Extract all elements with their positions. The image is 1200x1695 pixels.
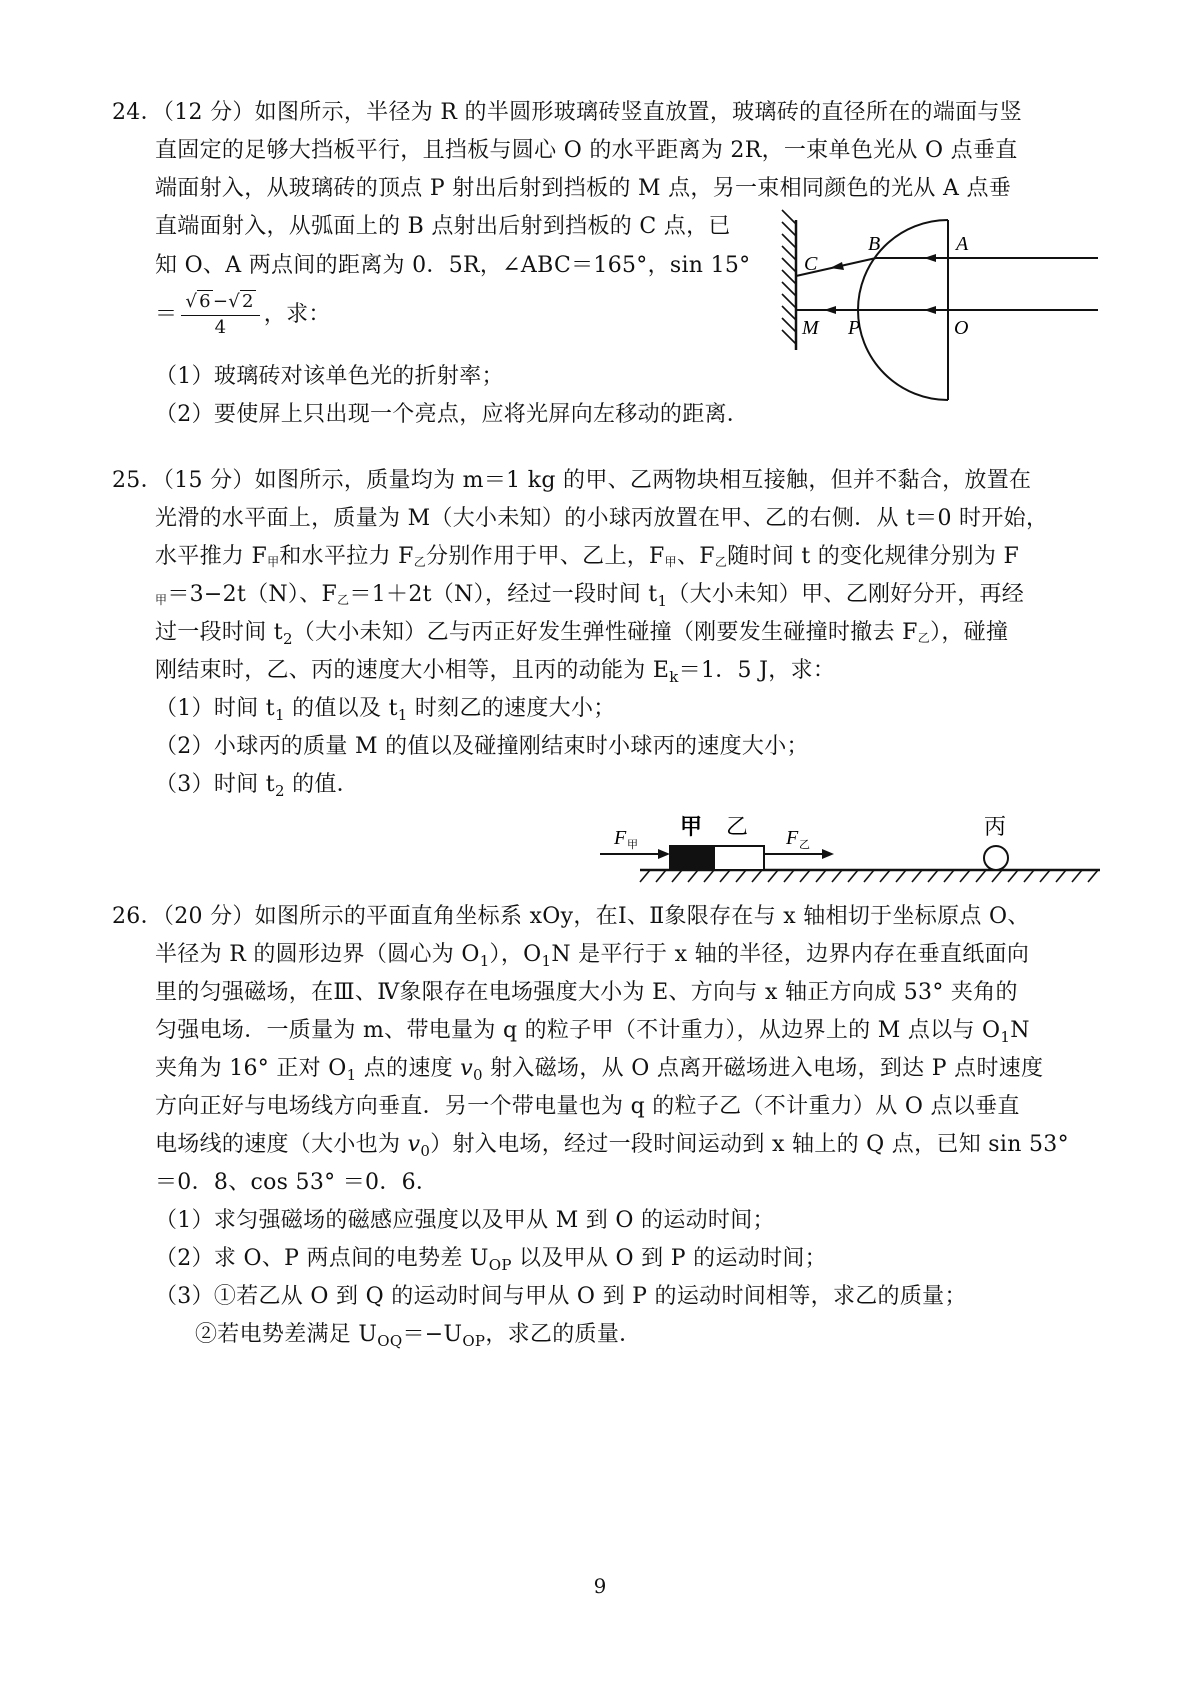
q24-item-1: （1）玻璃砖对该单色光的折射率；: [155, 364, 504, 389]
block-jia: [670, 846, 714, 870]
page-number: 9: [593, 1574, 607, 1598]
ground-hatching: [640, 870, 1098, 882]
wall-hatching: [782, 210, 796, 344]
arrow-o-ray: [924, 306, 936, 314]
label-p: P: [848, 317, 861, 339]
force-jia-label: F: [614, 827, 627, 849]
label-c: C: [804, 253, 818, 275]
label-bing: 丙: [984, 815, 1007, 840]
block-yi: [714, 846, 764, 870]
force-jia-subscript: 甲: [627, 838, 638, 851]
arrow-pm-ray: [824, 306, 836, 314]
label-m: M: [802, 317, 819, 339]
q26-item-1: （1）求匀强磁场的磁感应强度以及甲从 M 到 O 的运动时间；: [155, 1208, 775, 1233]
q26-line-7: 电场线的速度（大小也为 $v_0$）射入电场，经过一段时间运动到 x 轴上的 Q 点，已知 sin 53°: [155, 1132, 1069, 1160]
label-yi: 乙: [726, 815, 749, 840]
q24-line-2: 直固定的足够大挡板平行，且挡板与圆心 O 的水平距离为 2R，一束单色光从 O 点垂直: [155, 138, 1018, 163]
q26-line-4: 匀强电场．一质量为 m、带电量为 q 的粒子甲（不计重力），从边界上的 M 点以与 $O_1N$: [155, 1018, 1030, 1046]
q26-line-6: 方向正好与电场线方向垂直．另一个带电量也为 q 的粒子乙（不计重力）从 O 点以垂直: [155, 1094, 1020, 1119]
q25-line-1: 25．（15 分）如图所示，质量均为 m＝1 kg 的甲、乙两物块相互接触，但并不黏合，放置在: [112, 468, 1032, 493]
label-a: A: [956, 233, 969, 255]
q25-item-1: （1）时间 $t_1$ 的值以及 $t_1$ 时刻乙的速度大小；: [155, 696, 616, 724]
label-o: O: [954, 317, 969, 339]
q26-item-2: （2）求 O、P 两点间的电势差 $U_{OP}$ 以及甲从 O 到 P 的运动时间；: [155, 1246, 827, 1274]
q24-item-2: （2）要使屏上只出现一个亮点，应将光屏向左移动的距离．: [155, 402, 750, 427]
label-b: B: [868, 233, 881, 255]
q26-item-4: ②若电势差满足 $U_{OQ}=-U_{OP}$，求乙的质量．: [195, 1322, 642, 1350]
q24-formula-line: ＝ $\frac{√ 6 -√ 2}{4}$ ，求：: [155, 291, 331, 338]
q26-line-3: 里的匀强磁场，在Ⅲ、Ⅳ象限存在电场强度大小为 E、方向与 x 轴正方向成 53° 夹角的: [155, 980, 1018, 1005]
q25-item-3: （3）时间 $t_2$ 的值．: [155, 772, 359, 800]
q25-line-4: 甲＝3−2t（N）、F乙＝1＋2t（N），经过一段时间 $t_1$（大小未知）甲、乙刚好分开，再经: [155, 582, 1025, 610]
q24-line-4: 直端面射入，从弧面上的 B 点射出后射到挡板的 C 点，已: [155, 214, 731, 239]
q26-line-2: 半径为 R 的圆形边界（圆心为 $O_1$），$O_1N$ 是平行于 x 轴的半径，边界内存在垂直纸面向: [155, 942, 1030, 970]
arrow-a-ray: [924, 254, 936, 262]
q24-line-3: 端面射入，从玻璃砖的顶点 P 射出后射到挡板的 M 点，另一束相同颜色的光从 A 点垂: [155, 176, 1012, 201]
q26-line-1: 26．（20 分）如图所示的平面直角坐标系 xOy，在Ⅰ、Ⅱ象限存在与 x 轴相切于坐标原点 O、: [112, 904, 1030, 929]
q25-line-2: 光滑的水平面上，质量为 M（大小未知）的小球丙放置在甲、乙的右侧．从 t＝0 时开始，: [155, 506, 1049, 531]
force-yi-subscript: 乙: [799, 838, 810, 851]
force-yi-label: F: [786, 827, 799, 849]
q25-item-2: （2）小球丙的质量 M 的值以及碰撞刚结束时小球丙的速度大小；: [155, 734, 809, 759]
force-yi-arrowhead: [822, 849, 834, 859]
q25-line-3: 水平推力 F甲和水平拉力 F乙分别作用于甲、乙上，F甲、F乙随时间 t 的变化规律分别为 F: [155, 544, 1020, 569]
q24-line-5: 知 O、A 两点间的距离为 0．5R，∠ABC＝165°，sin 15°: [155, 253, 751, 278]
q26-line-5: 夹角为 16° 正对 $O_1$ 点的速度 $v_0$ 射入磁场，从 O 点离开磁场进入电场，到达 P 点时速度: [155, 1056, 1044, 1084]
q25-figure: [600, 808, 1120, 898]
q24-line-1: 24．（12 分）如图所示，半径为 R 的半圆形玻璃砖竖直放置，玻璃砖的直径所在的端面与竖: [112, 100, 1023, 125]
ball-bing: [984, 846, 1008, 870]
q26-line-8: ＝0．8、cos 53° ＝0．6．: [155, 1170, 439, 1195]
sin15-fraction: $\frac{√ 6 -√ 2}{4}$: [181, 292, 259, 338]
q24-figure: [768, 210, 1098, 410]
force-jia-arrowhead: [658, 849, 670, 859]
q25-line-5: 过一段时间 $t_2$（大小未知）乙与丙正好发生弹性碰撞（刚要发生碰撞时撤去 F乙），碰撞: [155, 620, 1009, 648]
label-jia: 甲: [680, 815, 703, 840]
q25-line-6: 刚结束时，乙、丙的速度大小相等，且丙的动能为 $E_k=1$．5 J，求：: [155, 658, 836, 686]
q26-item-3: （3）①若乙从 O 到 Q 的运动时间与甲从 O 到 P 的运动时间相等，求乙的质量；: [155, 1284, 967, 1309]
